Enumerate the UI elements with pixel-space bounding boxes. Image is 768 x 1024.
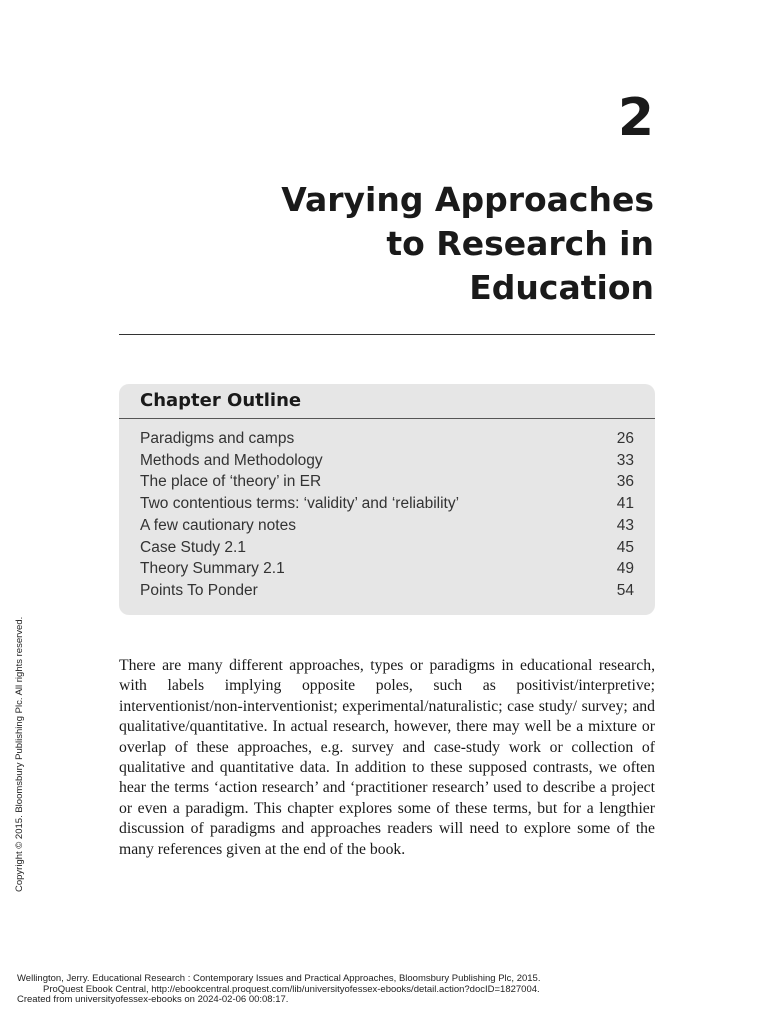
chapter-outline-box [119, 384, 655, 615]
outline-item-page: 33 [616, 451, 634, 469]
outline-item-page: 54 [616, 581, 634, 599]
title-divider [119, 334, 655, 335]
chapter-title-line: to Research in [386, 224, 654, 263]
outline-item-label: Points To Ponder [140, 581, 258, 599]
chapter-title-line: Education [469, 268, 654, 307]
page-footer [17, 974, 540, 1006]
outline-item-label: The place of ‘theory’ in ER [140, 473, 322, 491]
outline-item-page: 41 [616, 495, 634, 513]
outline-item [140, 450, 634, 472]
outline-item-page: 49 [616, 560, 634, 578]
outline-item-label: Methods and Methodology [140, 451, 323, 469]
outline-item-label: Theory Summary 2.1 [140, 560, 285, 578]
footer-created-line: Created from universityofessex-ebooks on 2024-02-06 00:08:17. [17, 994, 289, 1005]
side-copyright-notice: Copyright © 2015. Bloomsbury Publishing Plc. All rights reserved. [14, 616, 25, 892]
chapter-outline-heading: Chapter Outline [119, 384, 655, 419]
chapter-title-line: Varying Approaches [281, 180, 654, 219]
outline-item-page: 45 [616, 538, 634, 556]
outline-item-page: 26 [616, 430, 634, 447]
outline-item-label: A few cautionary notes [140, 516, 296, 534]
body-paragraph: There are many different approaches, types or paradigms in educational research, with labels implying opposite poles, such as positivist/interpretive; interventionist/non-interventionist; experimental/naturalistic; case study/ survey; and qualitative/quantitative. In actual research, however, there may well be a mixture or overlap of these approaches, e.g. survey and case-study work or collection of qualitative and quantitative data. In addition to these supposed contrasts, we often hear the terms ‘action research’ and ‘practitioner research’ used to describe a project or even a paradigm. This chapter explores some of these terms, but for a lengthier discussion of paradigms and approaches readers will need to explore some of the many references given at the end of the book. [119, 657, 655, 858]
outline-item-label: Case Study 2.1 [140, 538, 246, 556]
outline-item-page: 43 [616, 516, 634, 534]
footer-citation-line: Wellington, Jerry. Educational Research : Contemporary Issues and Practical Approaches, Bloomsbury Publishing Plc, 2015. [17, 973, 541, 984]
outline-item-page: 36 [616, 473, 634, 491]
outline-item [140, 428, 634, 450]
outline-item [140, 580, 634, 602]
outline-item [140, 558, 634, 580]
chapter-outline-list [119, 419, 655, 602]
footer-source-line: ProQuest Ebook Central, http://ebookcentral.proquest.com/lib/universityofessex-ebooks/detail.action?docID=1827004. [43, 983, 540, 995]
outline-item [140, 493, 634, 515]
outline-item-label: Paradigms and camps [140, 430, 295, 447]
chapter-number: 2 [617, 88, 654, 148]
outline-item [140, 515, 634, 537]
outline-item-label: Two contentious terms: ‘validity’ and ‘reliability’ [140, 495, 460, 513]
outline-item [140, 537, 634, 559]
outline-item [140, 471, 634, 493]
chapter-title [234, 178, 654, 310]
